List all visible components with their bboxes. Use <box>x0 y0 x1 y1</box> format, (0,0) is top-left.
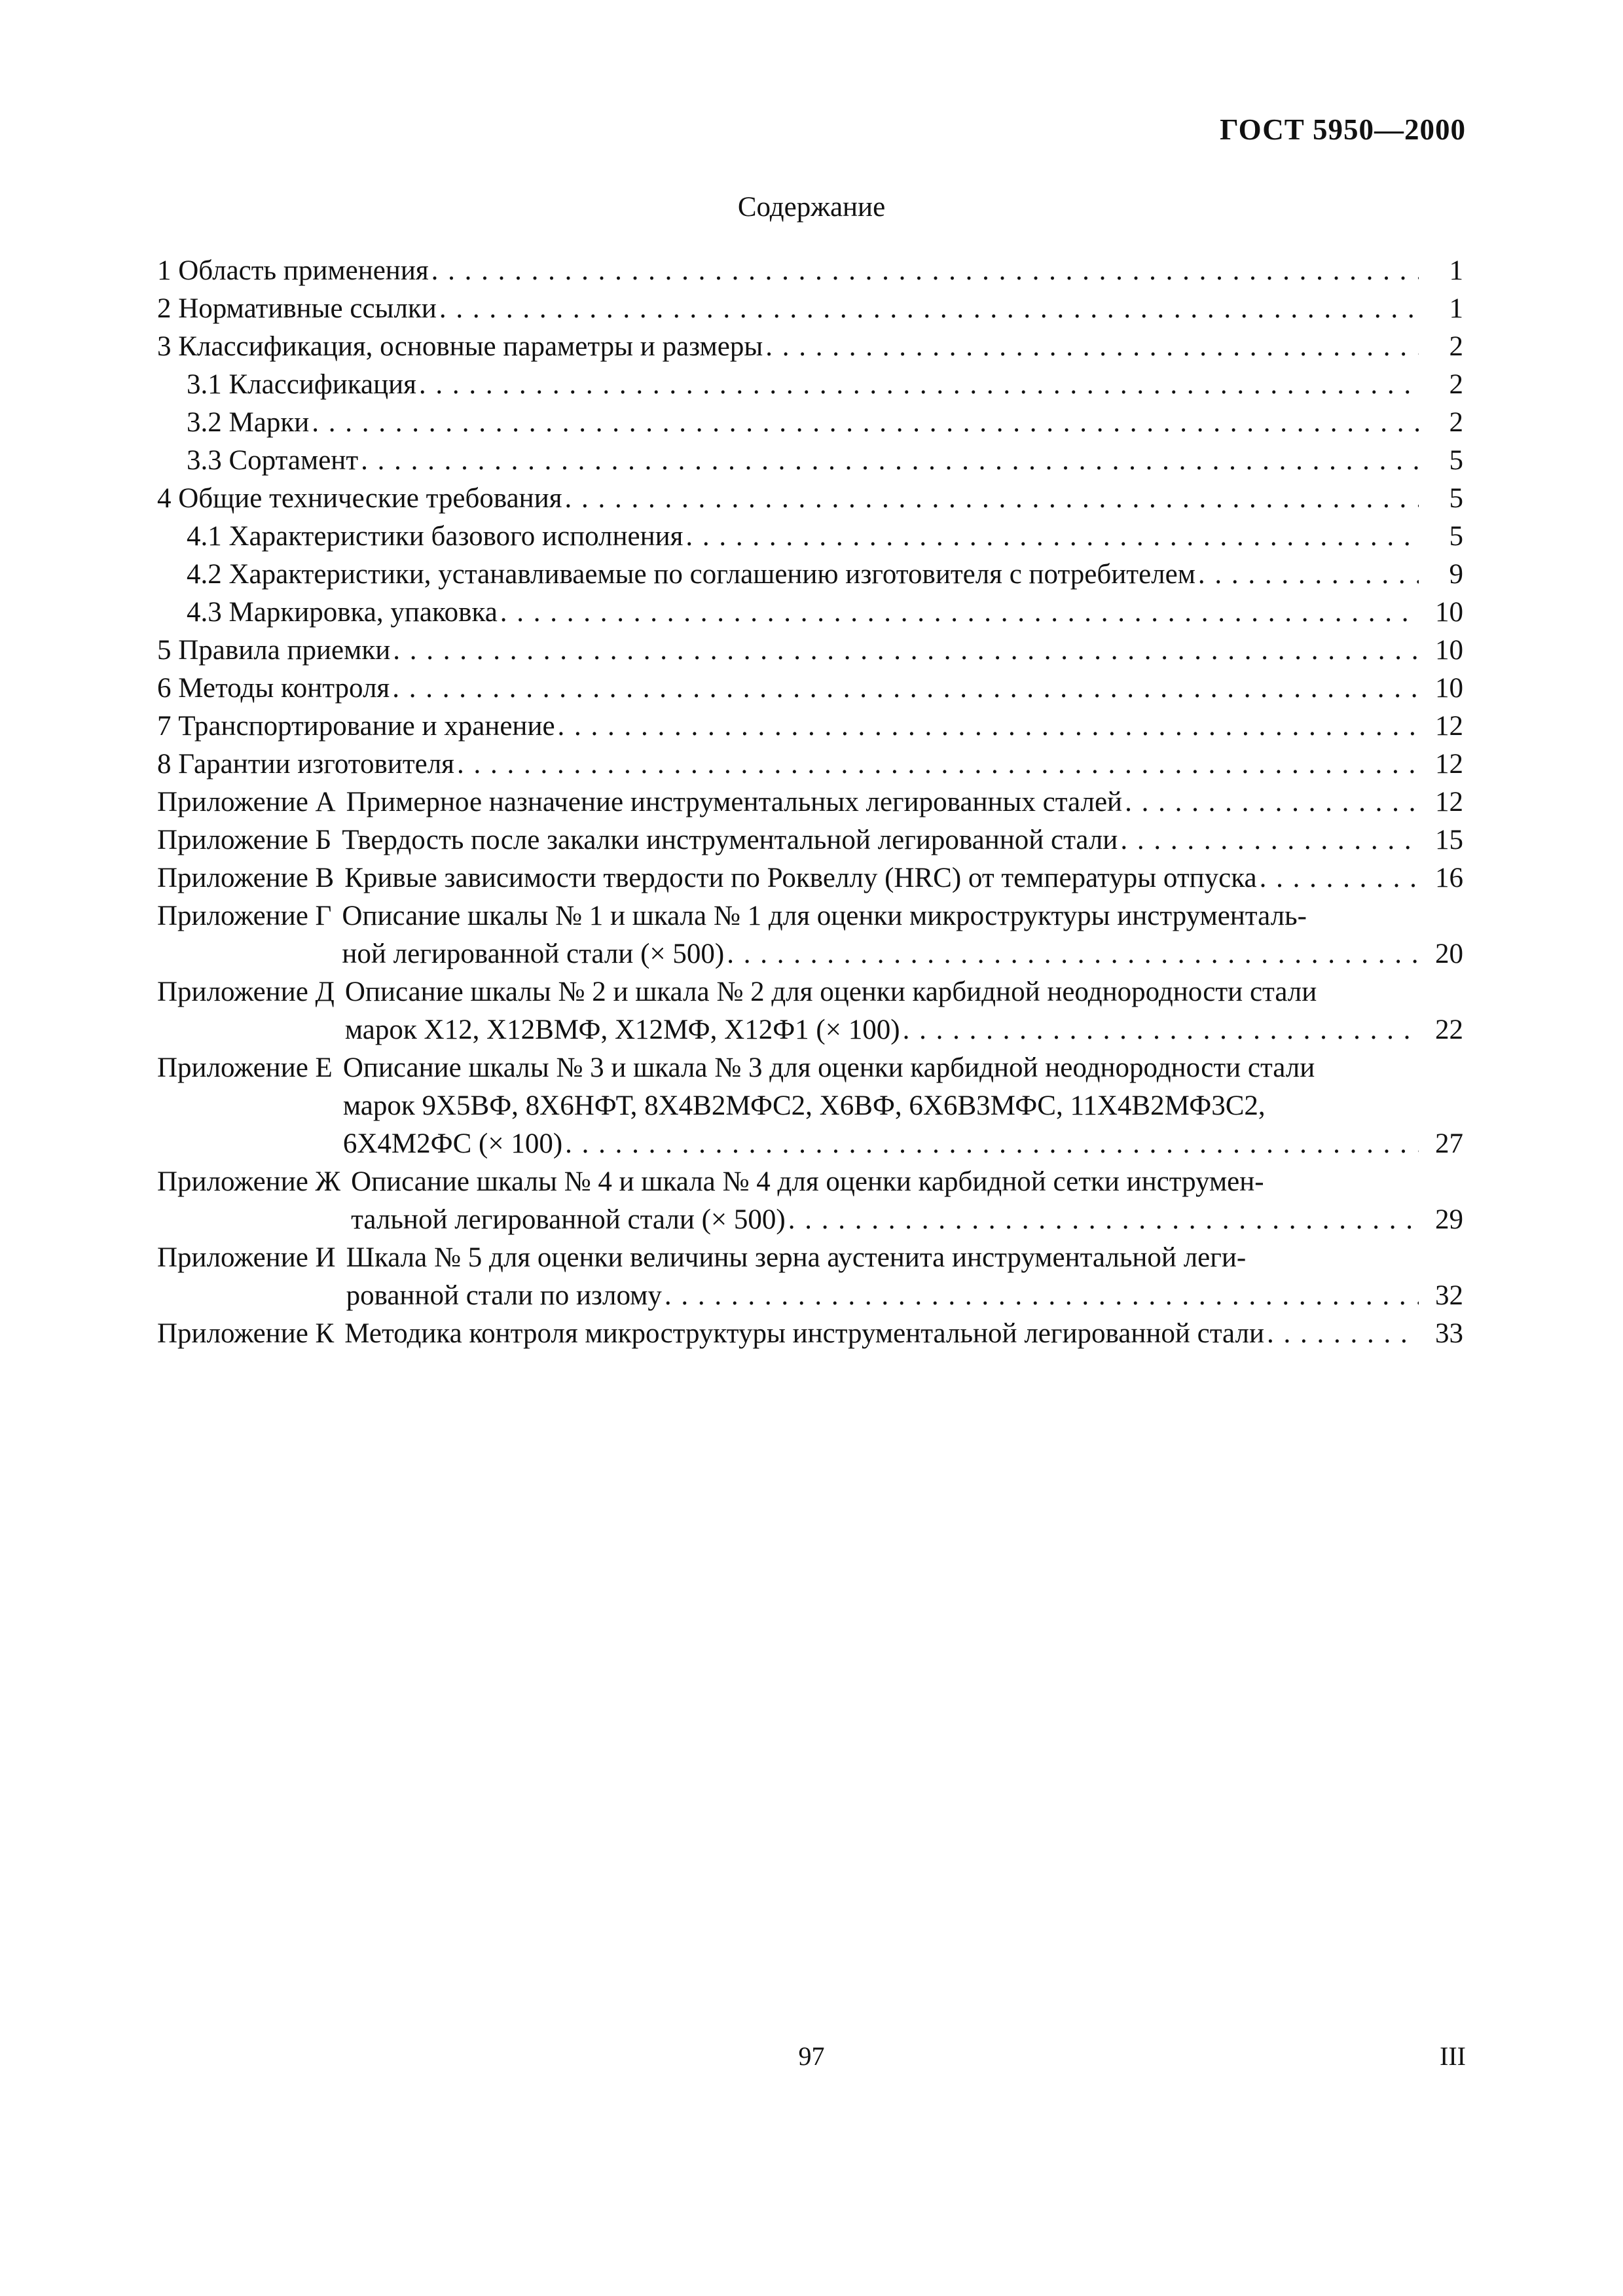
appendix-entry <box>157 783 1463 821</box>
toc-entry <box>157 594 1463 632</box>
toc-entry-label: 6 Методы контроля <box>157 673 390 704</box>
toc-entry-label: 6Х4М2ФС (× 100) <box>342 1128 563 1159</box>
toc-entry <box>343 1125 1463 1163</box>
appendix-entry <box>157 1315 1463 1353</box>
toc-entry-page: 2 <box>1449 407 1463 438</box>
toc-entry-page: 1 <box>1449 255 1463 286</box>
appendix-entry <box>157 973 1463 1049</box>
appendix-label: Приложение Б <box>157 825 332 855</box>
dot-leader <box>765 328 1419 366</box>
dot-leader <box>393 632 1419 670</box>
appendix-title-line: Описание шкалы № 1 и шкала № 1 для оценки микроструктуры инструменталь- <box>342 901 1307 931</box>
toc-entry-label: Кривые зависимости твердости по Роквеллу (HRC) от температуры отпуска <box>344 863 1257 893</box>
toc-entry-label: 4.2 Характеристики, устанавливаемые по соглашению изготовителя с потребителем <box>187 559 1195 590</box>
appendix-title-line: Описание шкалы № 3 и шкала № 3 для оценки карбидной неоднородности стали <box>342 1052 1315 1083</box>
appendix-label: Приложение В <box>157 863 335 893</box>
toc-entry-label: 5 Правила приемки <box>157 635 391 666</box>
appendix-entry <box>157 1239 1463 1315</box>
toc-entry-label: 4.1 Характеристики базового исполнения <box>187 521 684 552</box>
appendix-label: Приложение К <box>157 1318 335 1349</box>
toc-entry-page: 5 <box>1449 521 1463 552</box>
toc-entry-page: 5 <box>1449 445 1463 476</box>
dot-leader <box>431 252 1419 290</box>
dot-leader <box>1120 821 1419 859</box>
toc-entry <box>157 745 1463 783</box>
dot-leader <box>312 404 1419 442</box>
dot-leader <box>685 518 1419 556</box>
toc-entry <box>344 1315 1463 1353</box>
dot-leader <box>457 745 1419 783</box>
toc-entry-label: тальной легированной стали (× 500) <box>351 1204 786 1235</box>
toc-entry <box>157 404 1463 442</box>
toc-entry-label: 1 Область применения <box>157 255 429 286</box>
toc-entry-page: 2 <box>1449 369 1463 400</box>
toc-entry-label: 3.2 Марки <box>187 407 310 438</box>
toc-entry <box>157 632 1463 670</box>
appendix-entry <box>157 897 1463 973</box>
toc-entry-page: 10 <box>1435 673 1463 704</box>
document-id-header: ГОСТ 5950—2000 <box>1220 113 1466 146</box>
toc-entry-page: 12 <box>1435 749 1463 780</box>
toc-entry <box>157 708 1463 745</box>
dot-leader <box>1198 556 1419 594</box>
appendix-label: Приложение Е <box>157 1052 333 1083</box>
dot-leader <box>419 366 1419 404</box>
toc-entry-page: 12 <box>1435 787 1463 817</box>
toc-entry-page: 33 <box>1435 1318 1463 1349</box>
dot-leader <box>392 670 1419 708</box>
dot-leader <box>665 1277 1419 1315</box>
toc-entry <box>157 480 1463 518</box>
dot-leader <box>727 935 1419 973</box>
toc-entry-page: 20 <box>1435 939 1463 969</box>
toc-entry <box>157 518 1463 556</box>
appendix-title-line: Шкала № 5 для оценки величины зерна аустенита инструментальной леги- <box>346 1242 1247 1273</box>
toc-entry-label: Примерное назначение инструментальных легированных сталей <box>346 787 1123 817</box>
toc-entry-label: марок Х12, Х12ВМФ, Х12МФ, Х12Ф1 (× 100) <box>344 1014 900 1045</box>
dot-leader <box>1125 783 1419 821</box>
toc-entry <box>157 442 1463 480</box>
appendix-label: Приложение А <box>157 787 336 817</box>
appendix-label: Приложение Д <box>157 977 335 1007</box>
toc-entry-page: 10 <box>1435 635 1463 666</box>
toc-entry-page: 22 <box>1435 1014 1463 1045</box>
toc-entry <box>351 1201 1463 1239</box>
dot-leader <box>361 442 1419 480</box>
toc-entry-page: 5 <box>1449 483 1463 514</box>
appendix-entry <box>157 859 1463 897</box>
appendix-title-line: марок 9Х5ВФ, 8Х6НФТ, 8Х4В2МФС2, Х6ВФ, 6Х6В3МФС, 11Х4В2МФ3С2, <box>342 1090 1266 1121</box>
toc-entry <box>157 252 1463 290</box>
toc-entry-page: 1 <box>1449 293 1463 324</box>
dot-leader <box>903 1011 1419 1049</box>
footer-roman-page: III <box>1440 2041 1466 2071</box>
appendix-entry <box>157 821 1463 859</box>
toc-entry-page: 16 <box>1435 863 1463 893</box>
appendix-label: Приложение И <box>157 1242 336 1273</box>
dot-leader <box>788 1201 1419 1239</box>
footer-page-number: 97 <box>798 2041 825 2071</box>
dot-leader <box>564 480 1419 518</box>
toc-entry <box>342 935 1463 973</box>
toc-entry <box>345 1011 1463 1049</box>
toc-entry-label: 2 Нормативные ссылки <box>157 293 437 324</box>
toc-entry-label: 7 Транспортирование и хранение <box>157 711 555 742</box>
toc-entry <box>342 821 1463 859</box>
toc-entry-label: ной легированной стали (× 500) <box>342 939 725 969</box>
toc-entry <box>157 670 1463 708</box>
appendix-label: Приложение Г <box>157 901 332 931</box>
toc-entry-page: 12 <box>1435 711 1463 742</box>
toc-entry-page: 32 <box>1435 1280 1463 1311</box>
appendix-entry <box>157 1163 1463 1239</box>
toc-entry-label: 8 Гарантии изготовителя <box>157 749 454 780</box>
contents-title: Содержание <box>737 192 886 223</box>
toc-entry-label: рованной стали по излому <box>346 1280 662 1311</box>
appendix-title-line: Описание шкалы № 4 и шкала № 4 для оценки карбидной сетки инструмен- <box>351 1166 1264 1197</box>
appendix-label: Приложение Ж <box>157 1166 341 1197</box>
dot-leader <box>1267 1315 1419 1353</box>
toc-entry-label: 4.3 Маркировка, упаковка <box>187 597 498 628</box>
toc-entry-page: 9 <box>1449 559 1463 590</box>
toc-entry-page: 15 <box>1435 825 1463 855</box>
toc-entry-label: Методика контроля микроструктуры инструментальной легированной стали <box>344 1318 1264 1349</box>
toc-entry <box>157 556 1463 594</box>
toc-entry-page: 27 <box>1435 1128 1463 1159</box>
toc-entry-label: 3 Классификация, основные параметры и размеры <box>157 331 763 362</box>
appendix-title-line: Описание шкалы № 2 и шкала № 2 для оценки карбидной неоднородности стали <box>344 977 1317 1007</box>
dot-leader <box>558 708 1419 745</box>
toc-entry-label: 3.3 Сортамент <box>187 445 359 476</box>
toc-entry <box>157 290 1463 328</box>
toc-entry-page: 29 <box>1435 1204 1463 1235</box>
dot-leader <box>439 290 1419 328</box>
toc-entry <box>346 1277 1463 1315</box>
toc-entry-label: 4 Общие технические требования <box>157 483 562 514</box>
dot-leader <box>1260 859 1419 897</box>
dot-leader <box>500 594 1419 632</box>
toc-entry-page: 2 <box>1449 331 1463 362</box>
toc-entry <box>157 328 1463 366</box>
toc-entry-label: 3.1 Классификация <box>187 369 416 400</box>
table-of-contents <box>157 252 1463 1353</box>
dot-leader <box>565 1125 1419 1163</box>
toc-entry <box>346 783 1463 821</box>
toc-entry <box>157 366 1463 404</box>
appendix-entry <box>157 1049 1463 1163</box>
toc-entry-page: 10 <box>1435 597 1463 628</box>
toc-entry <box>344 859 1463 897</box>
toc-entry-label: Твердость после закалки инструментальной легированной стали <box>342 825 1118 855</box>
